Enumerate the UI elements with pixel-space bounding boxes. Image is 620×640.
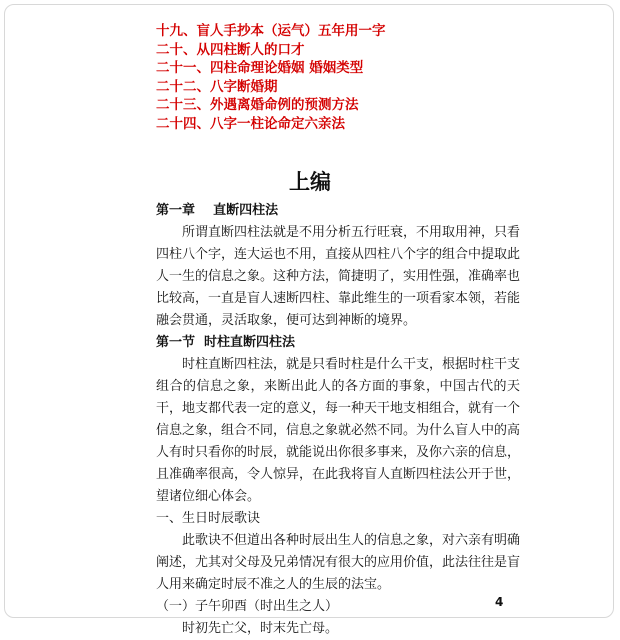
toc-item[interactable]: 二十四、八字一柱论命定六亲法	[156, 115, 345, 132]
table-of-contents	[156, 22, 386, 134]
toc-item[interactable]: 十九、盲人手抄本（运气）五年用一字	[156, 23, 386, 39]
chapter-heading: 第一章 直断四柱法	[156, 203, 279, 218]
paragraph-rule: 时初先亡父，时末先亡母。	[182, 621, 339, 636]
toc-item[interactable]: 二十二、八字断婚期	[156, 78, 278, 95]
subheading-verse: 一、生日时辰歌诀	[156, 511, 261, 526]
paragraph-section: 时柱直断四柱法，就是只看时柱是什么干支，根据时柱干支组合的信息之象，来断出此人的各方面的事象，中国古代的天干，地支都代表一定的意义，每一种天干地支相组合，就有一个信息之象，组合不同，信息之象就必然不同。为什么盲人中的高人有时只看你的时辰，就能说出你很多事来，及你六亲的信息，且准确率很高，令人惊异，在此我将盲人直断四柱法公开于世，望诸位细心体会。	[156, 357, 521, 504]
paragraph-intro: 所谓直断四柱法就是不用分析五行旺衰，不用取用神，只看四柱八个字，连大运也不用，直接从四柱八个字的组合中提取此人一生的信息之象。这种方法，简捷明了，实用性强，准确率也比较高，一直是盲人速断四柱、靠此维生的一项看家本领，若能融会贯通，灵活取象，便可达到神断的境界。	[156, 225, 521, 328]
paragraph-verse: 此歌诀不但道出各种时辰出生人的信息之象，对六亲有明确阐述，尤其对父母及兄弟情况有很大的应用价值，此法往往是盲人用来确定时辰不准之人的生辰的法宝。	[156, 533, 521, 592]
body-text	[156, 200, 520, 640]
part-title: 上编	[289, 170, 331, 194]
toc-item[interactable]: 二十一、四柱命理论婚姻 婚姻类型	[156, 60, 364, 77]
toc-item[interactable]: 二十、从四柱断人的口才	[156, 41, 305, 58]
toc-item[interactable]: 二十三、外遇离婚命例的预测方法	[156, 97, 359, 114]
section-heading: 第一节 时柱直断四柱法	[156, 335, 296, 350]
subheading-group: （一）子午卯酉（时出生之人）	[156, 599, 339, 614]
page-number: 4	[495, 595, 504, 609]
